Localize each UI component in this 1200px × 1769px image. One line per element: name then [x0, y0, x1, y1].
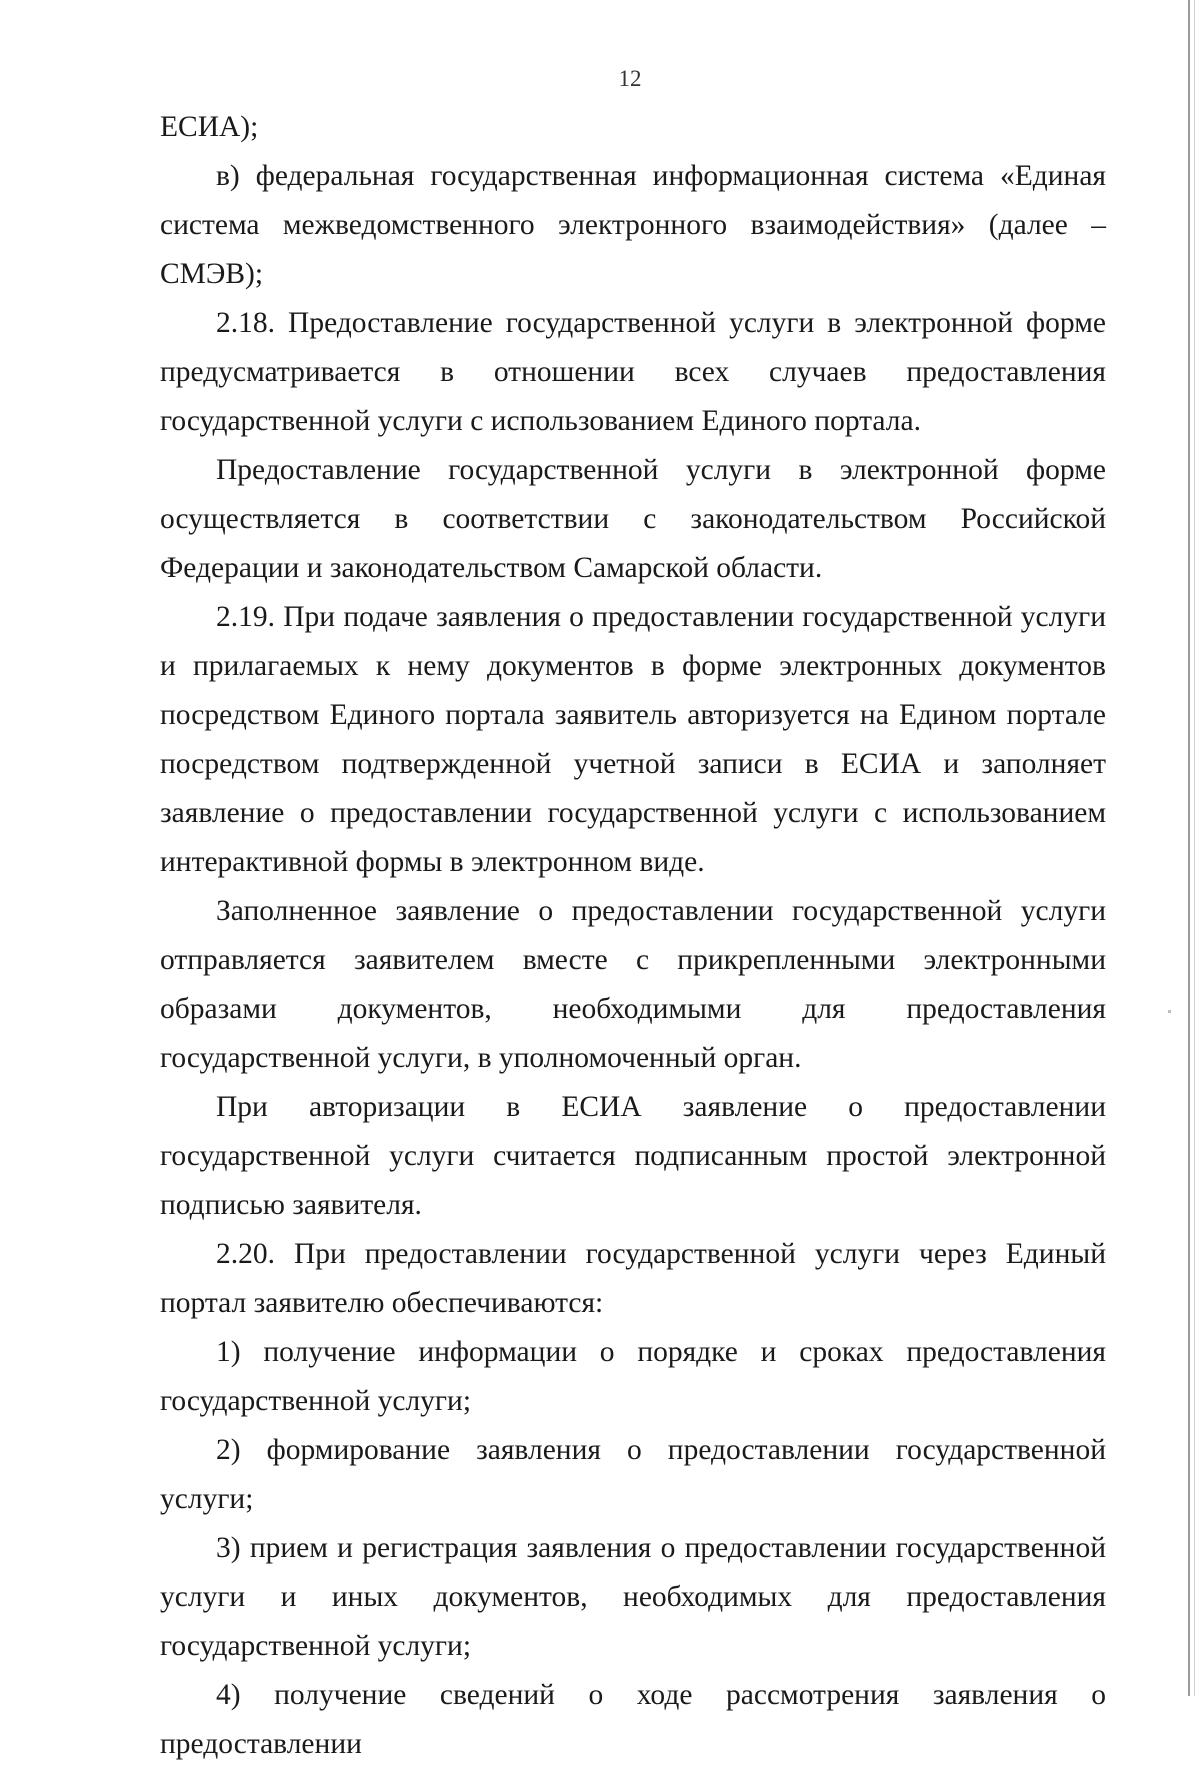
- scan-artifact: [1168, 1010, 1171, 1013]
- page-number: 12: [618, 66, 642, 91]
- paragraph-smev: в) федеральная государственная информационная система «Единая система межведомственного электронного взаимодействия» (далее – СМЭВ);: [160, 160, 1106, 290]
- list-item-4: 4) получение сведений о ходе рассмотрения заявления о предоставлении: [160, 1679, 1106, 1760]
- paragraph-esia-continuation: ЕСИА);: [160, 111, 259, 143]
- paragraph-filled-application: Заполненное заявление о предоставлении государственной услуги отправляется заявителем вместе с прикрепленными электронными образами документов, необходимыми для предоставления государственной услуги, в уполномоченный орган.: [160, 895, 1106, 1074]
- paragraph-esia-signature: При авторизации в ЕСИА заявление о предоставлении государственной услуги считается подписанным простой электронной подписью заявителя.: [160, 1091, 1106, 1221]
- paragraph-2-19: 2.19. При подаче заявления о предоставлении государственной услуги и прилагаемых к нему документов в форме электронных документов посредством Единого портала заявитель авторизуется на Едином портале посредством подтвержденной учетной записи в ЕСИА и заполняет заявление о предоставлении государственной услуги с использованием интерактивной формы в электронном виде.: [160, 601, 1106, 878]
- list-item-1: 1) получение информации о порядке и сроках предоставления государственной услуги;: [160, 1336, 1106, 1417]
- list-item-3: 3) прием и регистрация заявления о предоставлении государственной услуги и иных документов, необходимых для предоставления государственной услуги;: [160, 1532, 1106, 1662]
- list-item-2: 2) формирование заявления о предоставлении государственной услуги;: [160, 1434, 1106, 1515]
- page-edge-shadow: [1194, 0, 1195, 1696]
- paragraph-2-18: 2.18. Предоставление государственной услуги в электронной форме предусматривается в отношении всех случаев предоставления государственной услуги с использованием Единого портала.: [160, 307, 1106, 437]
- paragraph-2-20: 2.20. При предоставлении государственной услуги через Единый портал заявителю обеспечиваются:: [160, 1238, 1106, 1319]
- paragraph-electronic-form: Предоставление государственной услуги в электронной форме осуществляется в соответствии с законодательством Российской Федерации и законодательством Самарской области.: [160, 454, 1106, 584]
- document-body: [160, 103, 1106, 1769]
- page-edge-line: [1188, 0, 1190, 1696]
